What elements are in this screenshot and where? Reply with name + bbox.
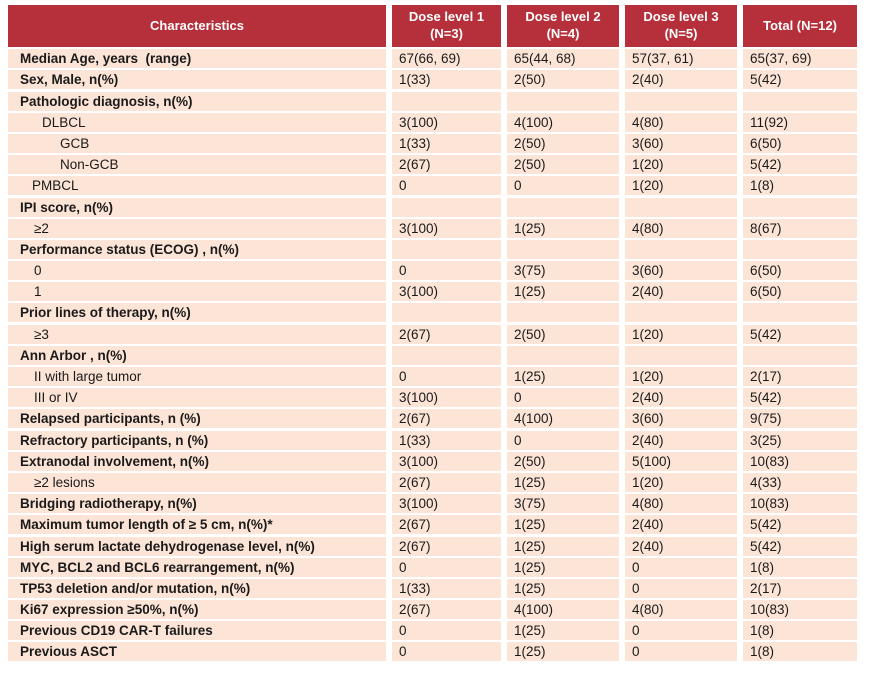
cell-value: 1(33) bbox=[392, 431, 501, 450]
cell-value bbox=[743, 198, 857, 217]
cell-value: 10(83) bbox=[743, 600, 857, 619]
cell-value: 5(42) bbox=[743, 155, 857, 174]
cell-value: 3(100) bbox=[392, 113, 501, 132]
cell-value: 4(80) bbox=[625, 219, 737, 238]
cell-value bbox=[507, 240, 619, 259]
cell-value bbox=[392, 346, 501, 365]
cell-value bbox=[392, 303, 501, 322]
cell-value: 2(40) bbox=[625, 431, 737, 450]
cell-value: 2(67) bbox=[392, 515, 501, 534]
row-label: Non-GCB bbox=[8, 155, 386, 174]
cell-value: 0 bbox=[392, 558, 501, 577]
cell-value bbox=[625, 240, 737, 259]
cell-value: 0 bbox=[392, 621, 501, 640]
cell-value: 5(42) bbox=[743, 515, 857, 534]
cell-value: 10(83) bbox=[743, 494, 857, 513]
cell-value bbox=[743, 346, 857, 365]
row-label: Ki67 expression ≥50%, n(%) bbox=[8, 600, 386, 619]
cell-value: 1(20) bbox=[625, 325, 737, 344]
row-label: DLBCL bbox=[8, 113, 386, 132]
cell-value bbox=[392, 198, 501, 217]
cell-value: 4(80) bbox=[625, 494, 737, 513]
cell-value: 2(50) bbox=[507, 452, 619, 471]
cell-value: 4(80) bbox=[625, 113, 737, 132]
cell-value bbox=[625, 303, 737, 322]
cell-value: 6(50) bbox=[743, 134, 857, 153]
cell-value bbox=[625, 346, 737, 365]
cell-value: 2(40) bbox=[625, 282, 737, 301]
cell-value: 0 bbox=[392, 261, 501, 280]
cell-value: 2(17) bbox=[743, 579, 857, 598]
cell-value bbox=[507, 346, 619, 365]
cell-value: 2(50) bbox=[507, 134, 619, 153]
column-header-line: Dose level 3 bbox=[643, 9, 719, 25]
cell-value: 1(8) bbox=[743, 621, 857, 640]
cell-value: 1(25) bbox=[507, 537, 619, 556]
cell-value: 3(100) bbox=[392, 452, 501, 471]
cell-value: 1(25) bbox=[507, 515, 619, 534]
cell-value: 4(100) bbox=[507, 113, 619, 132]
baseline-characteristics-table bbox=[8, 5, 857, 661]
cell-value: 5(42) bbox=[743, 537, 857, 556]
cell-value: 2(50) bbox=[507, 155, 619, 174]
cell-value: 8(67) bbox=[743, 219, 857, 238]
cell-value: 1(25) bbox=[507, 282, 619, 301]
cell-value: 3(75) bbox=[507, 261, 619, 280]
cell-value: 1(20) bbox=[625, 473, 737, 492]
cell-value: 4(80) bbox=[625, 600, 737, 619]
column-header-dose-level-1 bbox=[392, 5, 501, 47]
row-label: ≥2 bbox=[8, 219, 386, 238]
cell-value: 2(40) bbox=[625, 70, 737, 89]
cell-value: 9(75) bbox=[743, 409, 857, 428]
cell-value: 1(20) bbox=[625, 367, 737, 386]
cell-value: 57(37, 61) bbox=[625, 49, 737, 68]
cell-value: 1(25) bbox=[507, 473, 619, 492]
column-header-dose-level-2 bbox=[507, 5, 619, 47]
cell-value: 67(66, 69) bbox=[392, 49, 501, 68]
cell-value: 3(100) bbox=[392, 388, 501, 407]
cell-value: 1(25) bbox=[507, 642, 619, 661]
row-label: Extranodal involvement, n(%) bbox=[8, 452, 386, 471]
row-label: Ann Arbor , n(%) bbox=[8, 346, 386, 365]
row-label: PMBCL bbox=[8, 176, 386, 195]
column-header-total bbox=[743, 5, 857, 47]
cell-value: 0 bbox=[625, 642, 737, 661]
cell-value: 2(50) bbox=[507, 70, 619, 89]
cell-value bbox=[392, 92, 501, 111]
cell-value: 0 bbox=[507, 176, 619, 195]
cell-value: 11(92) bbox=[743, 113, 857, 132]
cell-value: 2(67) bbox=[392, 537, 501, 556]
cell-value: 3(100) bbox=[392, 282, 501, 301]
row-label: 1 bbox=[8, 282, 386, 301]
cell-value bbox=[507, 92, 619, 111]
cell-value: 3(75) bbox=[507, 494, 619, 513]
cell-value: 1(25) bbox=[507, 558, 619, 577]
cell-value: 3(60) bbox=[625, 261, 737, 280]
row-label: Bridging radiotherapy, n(%) bbox=[8, 494, 386, 513]
cell-value: 1(25) bbox=[507, 579, 619, 598]
cell-value: 3(60) bbox=[625, 134, 737, 153]
cell-value: 1(33) bbox=[392, 134, 501, 153]
cell-value: 2(67) bbox=[392, 409, 501, 428]
column-header-line: (N=5) bbox=[664, 26, 698, 41]
cell-value: 0 bbox=[625, 558, 737, 577]
cell-value: 0 bbox=[625, 579, 737, 598]
cell-value: 65(44, 68) bbox=[507, 49, 619, 68]
column-header-line: Dose level 2 bbox=[525, 9, 601, 25]
row-label: 0 bbox=[8, 261, 386, 280]
row-label: ≥2 lesions bbox=[8, 473, 386, 492]
cell-value: 2(67) bbox=[392, 325, 501, 344]
cell-value: 1(20) bbox=[625, 176, 737, 195]
row-label: GCB bbox=[8, 134, 386, 153]
row-label: Median Age, years (range) bbox=[8, 49, 386, 68]
row-label: Previous CD19 CAR-T failures bbox=[8, 621, 386, 640]
cell-value: 2(40) bbox=[625, 537, 737, 556]
row-label: Performance status (ECOG) , n(%) bbox=[8, 240, 386, 259]
row-label: High serum lactate dehydrogenase level, n(%) bbox=[8, 537, 386, 556]
row-label: Relapsed participants, n (%) bbox=[8, 409, 386, 428]
row-label: ≥3 bbox=[8, 325, 386, 344]
cell-value: 1(33) bbox=[392, 70, 501, 89]
cell-value: 1(25) bbox=[507, 621, 619, 640]
row-label: Maximum tumor length of ≥ 5 cm, n(%)* bbox=[8, 515, 386, 534]
cell-value: 2(40) bbox=[625, 515, 737, 534]
cell-value: 5(100) bbox=[625, 452, 737, 471]
cell-value bbox=[743, 303, 857, 322]
cell-value: 0 bbox=[392, 642, 501, 661]
cell-value: 0 bbox=[392, 176, 501, 195]
column-header-line: Characteristics bbox=[150, 17, 244, 33]
cell-value bbox=[625, 198, 737, 217]
column-header-line: Dose level 1 bbox=[408, 9, 485, 25]
cell-value bbox=[507, 198, 619, 217]
cell-value: 2(67) bbox=[392, 600, 501, 619]
cell-value: 2(67) bbox=[392, 155, 501, 174]
cell-value: 3(100) bbox=[392, 494, 501, 513]
cell-value: 65(37, 69) bbox=[743, 49, 857, 68]
row-label: III or IV bbox=[8, 388, 386, 407]
row-label: II with large tumor bbox=[8, 367, 386, 386]
row-label: Sex, Male, n(%) bbox=[8, 70, 386, 89]
row-label: IPI score, n(%) bbox=[8, 198, 386, 217]
cell-value: 1(8) bbox=[743, 642, 857, 661]
row-label: Refractory participants, n (%) bbox=[8, 431, 386, 450]
row-label: Prior lines of therapy, n(%) bbox=[8, 303, 386, 322]
cell-value: 5(42) bbox=[743, 388, 857, 407]
cell-value: 3(60) bbox=[625, 409, 737, 428]
cell-value bbox=[743, 240, 857, 259]
cell-value bbox=[507, 303, 619, 322]
cell-value: 2(50) bbox=[507, 325, 619, 344]
column-header-line: (N=3) bbox=[430, 26, 463, 41]
cell-value: 3(100) bbox=[392, 219, 501, 238]
cell-value: 6(50) bbox=[743, 282, 857, 301]
column-header-line: Total (N=12) bbox=[763, 17, 837, 33]
cell-value: 1(8) bbox=[743, 558, 857, 577]
cell-value bbox=[392, 240, 501, 259]
column-header-characteristics bbox=[8, 5, 386, 47]
row-label: TP53 deletion and/or mutation, n(%) bbox=[8, 579, 386, 598]
cell-value: 0 bbox=[625, 621, 737, 640]
cell-value: 0 bbox=[507, 388, 619, 407]
cell-value: 6(50) bbox=[743, 261, 857, 280]
cell-value bbox=[625, 92, 737, 111]
cell-value: 1(25) bbox=[507, 367, 619, 386]
cell-value: 2(17) bbox=[743, 367, 857, 386]
cell-value: 1(33) bbox=[392, 579, 501, 598]
cell-value: 2(67) bbox=[392, 473, 501, 492]
cell-value: 5(42) bbox=[743, 325, 857, 344]
column-header-line: (N=4) bbox=[546, 26, 580, 41]
row-label: Previous ASCT bbox=[8, 642, 386, 661]
cell-value: 10(83) bbox=[743, 452, 857, 471]
cell-value: 1(25) bbox=[507, 219, 619, 238]
cell-value: 1(8) bbox=[743, 176, 857, 195]
cell-value: 5(42) bbox=[743, 70, 857, 89]
cell-value: 0 bbox=[392, 367, 501, 386]
cell-value: 1(20) bbox=[625, 155, 737, 174]
cell-value bbox=[743, 92, 857, 111]
row-label: Pathologic diagnosis, n(%) bbox=[8, 92, 386, 111]
cell-value: 3(25) bbox=[743, 431, 857, 450]
cell-value: 0 bbox=[507, 431, 619, 450]
cell-value: 2(40) bbox=[625, 388, 737, 407]
column-header-dose-level-3 bbox=[625, 5, 737, 47]
row-label: MYC, BCL2 and BCL6 rearrangement, n(%) bbox=[8, 558, 386, 577]
cell-value: 4(33) bbox=[743, 473, 857, 492]
cell-value: 4(100) bbox=[507, 600, 619, 619]
cell-value: 4(100) bbox=[507, 409, 619, 428]
